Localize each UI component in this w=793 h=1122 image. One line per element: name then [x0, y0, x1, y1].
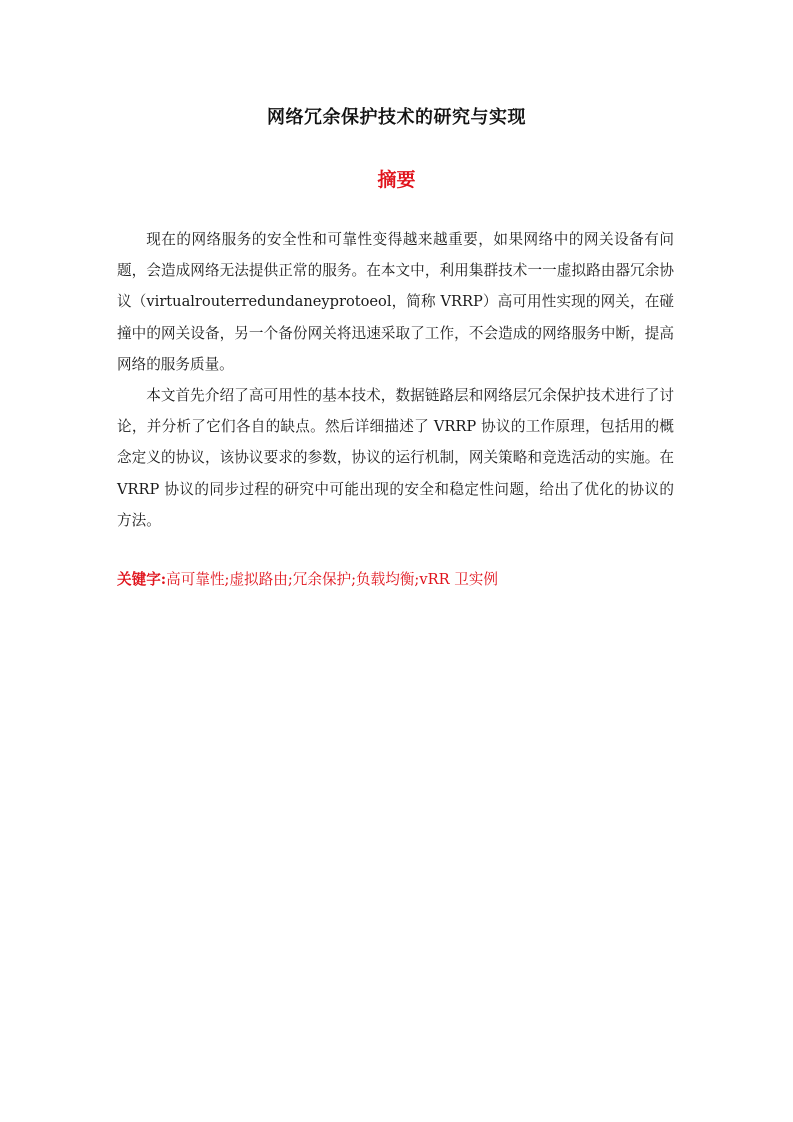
- abstract-body: [117, 224, 674, 536]
- abstract-paragraph-2: 本文首先介绍了高可用性的基本技术，数据链路层和网络层冗余保护技术进行了讨论，并分析了它们各自的缺点。然后详细描述了 VRRP 协议的工作原理，包括用的概念定义的协议，该协议要求的参数，协议的运行机制，网关策略和竞选活动的实施。在 VRRP 协议的同步过程的研究中可能出现的安全和稳定性问题，给出了优化的协议的方法。: [117, 387, 674, 529]
- abstract-heading: 摘要: [377, 169, 416, 191]
- keywords-line: [117, 568, 677, 592]
- abstract-paragraph-1: 现在的网络服务的安全性和可靠性变得越来越重要，如果网络中的网关设备有问题，会造成网络无法提供正常的服务。在本文中，利用集群技术一一虚拟路由器冗余协议（virtualrouterredundaneyprotoeol，简称 VRRP）高可用性实现的网关，在碰撞中的网关设备，另一个备份网关将迅速采取了工作，不会造成的网络服务中断，提高网络的服务质量。: [117, 231, 674, 373]
- keywords-label: 关键字:: [117, 571, 167, 588]
- document-title: 网络冗余保护技术的研究与实现: [267, 107, 526, 128]
- keywords-text: 高可靠性;虚拟路由;冗余保护;负载均衡;vRR 卫实例: [166, 571, 498, 588]
